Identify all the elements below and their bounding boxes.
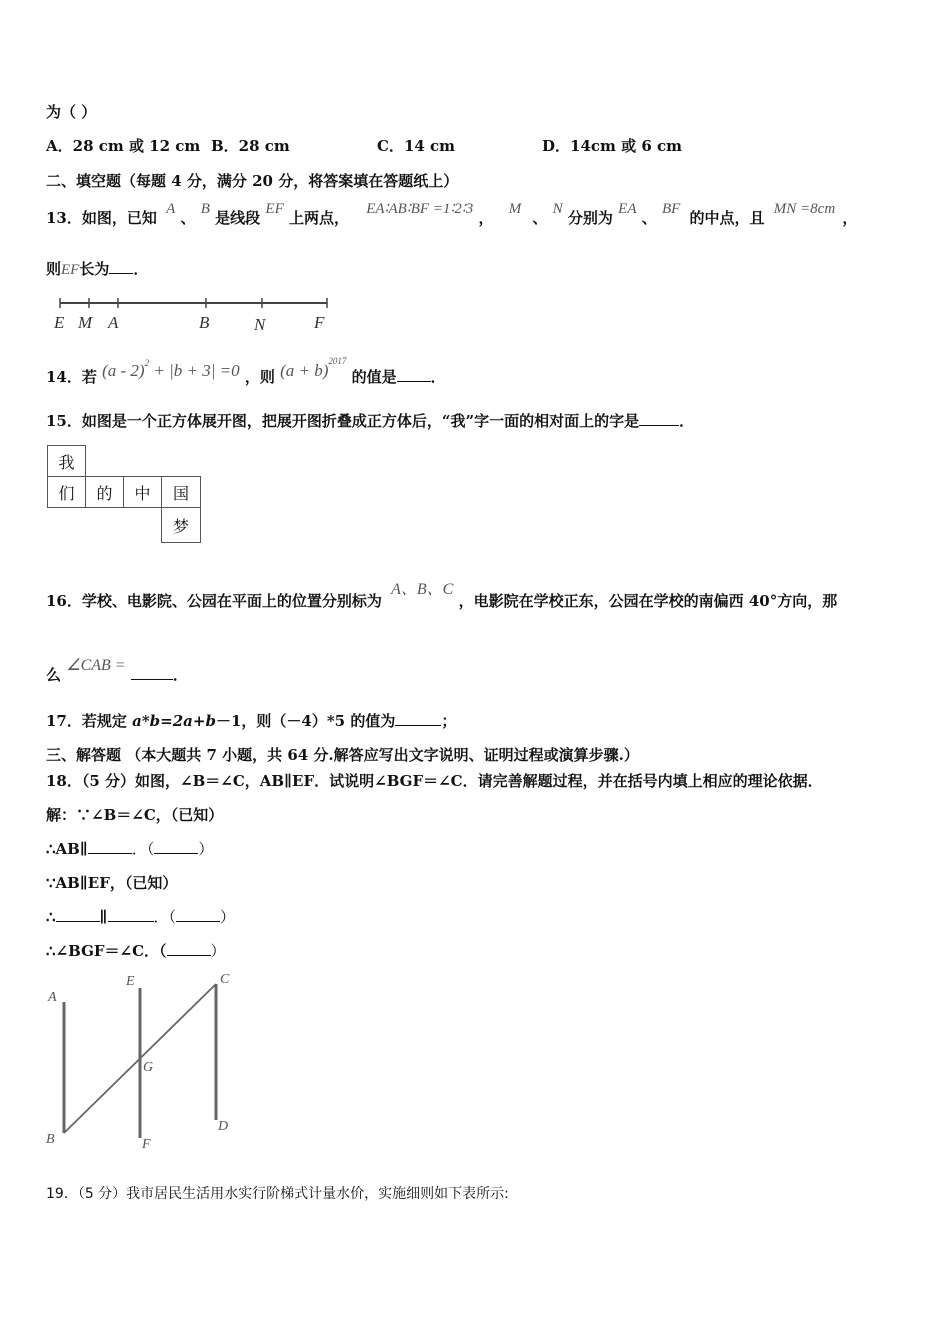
- q13-point-a: A: [166, 201, 176, 217]
- q13-bf: BF: [661, 201, 681, 217]
- q16-angle: ∠CAB =: [66, 657, 126, 674]
- q18-line4: [46, 907, 235, 927]
- q13-line2-post: 长为: [79, 260, 110, 278]
- q12-option-d: D．14cm 或 6 cm: [542, 137, 682, 155]
- q14-expr2: + |b + 3| =0: [149, 361, 240, 380]
- q13-ea: EA: [618, 201, 637, 217]
- q12-option-b: B．28 cm: [211, 137, 290, 155]
- fig-label-e: E: [126, 974, 135, 989]
- q17-end: ；: [441, 712, 457, 730]
- q14-t2: 的值是: [351, 368, 397, 386]
- q14-expr3: (a + b): [280, 361, 329, 380]
- q15-answer-blank[interactable]: [639, 411, 679, 426]
- q13-sep2: 、: [532, 209, 548, 227]
- q13-point-b: B: [200, 201, 210, 217]
- q12-option-c: C．14 cm: [377, 137, 456, 155]
- label-m: M: [78, 313, 93, 332]
- q18-line5: [46, 941, 226, 961]
- q13-sep3: 、: [641, 209, 657, 227]
- cube-face-wo: 我: [47, 445, 86, 477]
- q18-blank-6[interactable]: [167, 941, 211, 956]
- q13-point-m: M: [508, 201, 522, 217]
- q14-answer-blank[interactable]: [397, 367, 431, 382]
- q12-option-a: A．28 cm 或 12 cm: [46, 137, 201, 155]
- q18-l4b: ∥: [99, 908, 108, 926]
- q13-line2-ef: EF: [61, 262, 80, 278]
- q18-blank-4[interactable]: [108, 907, 154, 922]
- q13-segment-figure: [46, 296, 336, 336]
- q13-sep1: 、: [180, 209, 196, 227]
- q16-line2-pre: 么: [46, 666, 62, 684]
- q16-answer-blank[interactable]: [131, 665, 173, 680]
- fig-label-c: C: [220, 972, 230, 987]
- q13-t4: 的中点，且: [689, 209, 765, 227]
- cube-face-meng: 梦: [161, 507, 201, 543]
- fig-label-a: A: [48, 990, 57, 1005]
- q13-mn: MN =8cm: [773, 201, 836, 217]
- fig-label-d: D: [218, 1119, 229, 1134]
- q13-ef: EF: [265, 201, 284, 217]
- section-3-title: 三、解答题 （本大题共 7 小题，共 64 分.解答应写出文字说明、证明过程或演算步骤.）: [46, 746, 639, 764]
- q13-line2-end: ．: [133, 260, 149, 278]
- q18-l4d: ）: [220, 908, 236, 926]
- q13-t1: 是线段: [215, 209, 261, 227]
- q18-line1: 解：∵∠B＝∠C，（已知）: [46, 806, 224, 824]
- fig-label-g: G: [143, 1060, 154, 1075]
- q13-line1: [46, 201, 858, 229]
- q13-line2: [46, 259, 148, 280]
- q18-l2a: ∴AB∥: [46, 840, 88, 858]
- q13-ratio: EA∶AB∶BF =1∶2∶3: [366, 201, 474, 217]
- label-n: N: [254, 315, 266, 334]
- cube-face-de: 的: [85, 476, 124, 508]
- q18-blank-2[interactable]: [154, 839, 198, 854]
- q19-line: 19．（5 分）我市居民生活用水实行阶梯式计量水价，实施细则如下表所示:: [46, 1186, 509, 1202]
- q18-l2b: ．（: [131, 840, 155, 858]
- q17-line: [46, 711, 456, 731]
- q14-t1: ，则: [244, 368, 275, 386]
- q18-blank-3[interactable]: [56, 907, 100, 922]
- q18-l5a: ∴∠BGF＝∠C．（: [46, 942, 167, 960]
- q18-header: 18．（5 分）如图，∠B＝∠C，AB∥EF．试说明∠BGF＝∠C．请完善解题过程，并在括号内填上相应的理论依据．: [46, 772, 823, 790]
- q14-exp1: 2: [144, 358, 150, 368]
- label-f: F: [314, 313, 325, 332]
- q17-def: a*b=2a+b: [132, 712, 216, 730]
- q16-end: ．: [172, 666, 188, 684]
- q16-text: 16．学校、电影院、公园在平面上的位置分别标为: [46, 592, 382, 610]
- cube-face-zhong: 中: [123, 476, 162, 508]
- q15-line: [46, 411, 694, 431]
- q13-comma2: ，: [842, 209, 858, 227]
- q18-line3: ∵AB∥EF，（已知）: [46, 874, 178, 892]
- q15-text: 15．如图是一个正方体展开图，把展开图折叠成正方体后，“我”字一面的相对面上的字是: [46, 412, 640, 430]
- section-2-title: 二、填空题（每题 4 分，满分 20 分，将答案填在答题纸上）: [46, 172, 459, 190]
- q16-points: A、B、C: [391, 581, 454, 598]
- cube-face-men: 们: [47, 476, 86, 508]
- q18-l4a: ∴: [46, 908, 56, 926]
- q18-blank-5[interactable]: [176, 907, 220, 922]
- q18-figure: [44, 968, 244, 1153]
- q18-l2c: ）: [198, 840, 214, 858]
- q18-line2: [46, 839, 213, 859]
- q15-end: ．: [679, 412, 695, 430]
- q13-line2-pre: 则: [46, 260, 62, 278]
- q13-t2: 上两点，: [288, 209, 349, 227]
- q14-line: [46, 356, 446, 387]
- q17-answer-blank[interactable]: [395, 711, 441, 726]
- label-e: E: [54, 313, 65, 332]
- q13-point-n: N: [552, 201, 563, 217]
- label-a: A: [108, 313, 119, 332]
- q17-mid: －1，则（－4）*5 的值为: [215, 712, 396, 730]
- q16-line1: [46, 581, 838, 612]
- q13-num: 13．如图，已知: [46, 209, 157, 227]
- q16-line2: [46, 657, 188, 686]
- label-b: B: [199, 313, 210, 332]
- q16-text2: ，电影院在学校正东，公园在学校的南偏西 40°方向，那: [458, 592, 838, 610]
- fig-label-f: F: [142, 1137, 151, 1152]
- q14-expr1: (a - 2): [102, 361, 145, 380]
- cube-face-guo: 国: [161, 476, 201, 508]
- q18-blank-1[interactable]: [88, 839, 132, 854]
- q14-end: ．: [430, 368, 446, 386]
- q17-pre: 17．若规定: [46, 712, 133, 730]
- q14-num: 14．若: [46, 368, 97, 386]
- q12-tail: 为（ ）: [46, 103, 97, 121]
- q14-exp3: 2017: [328, 356, 347, 366]
- q15-cube-net: [47, 445, 207, 545]
- fig-label-b: B: [46, 1132, 55, 1147]
- q18-l5b: ）: [210, 942, 226, 960]
- q13-answer-blank[interactable]: [109, 259, 133, 274]
- q13-t3: 分别为: [567, 209, 613, 227]
- q13-comma1: ，: [478, 209, 494, 227]
- q18-l4c: ．（: [153, 908, 177, 926]
